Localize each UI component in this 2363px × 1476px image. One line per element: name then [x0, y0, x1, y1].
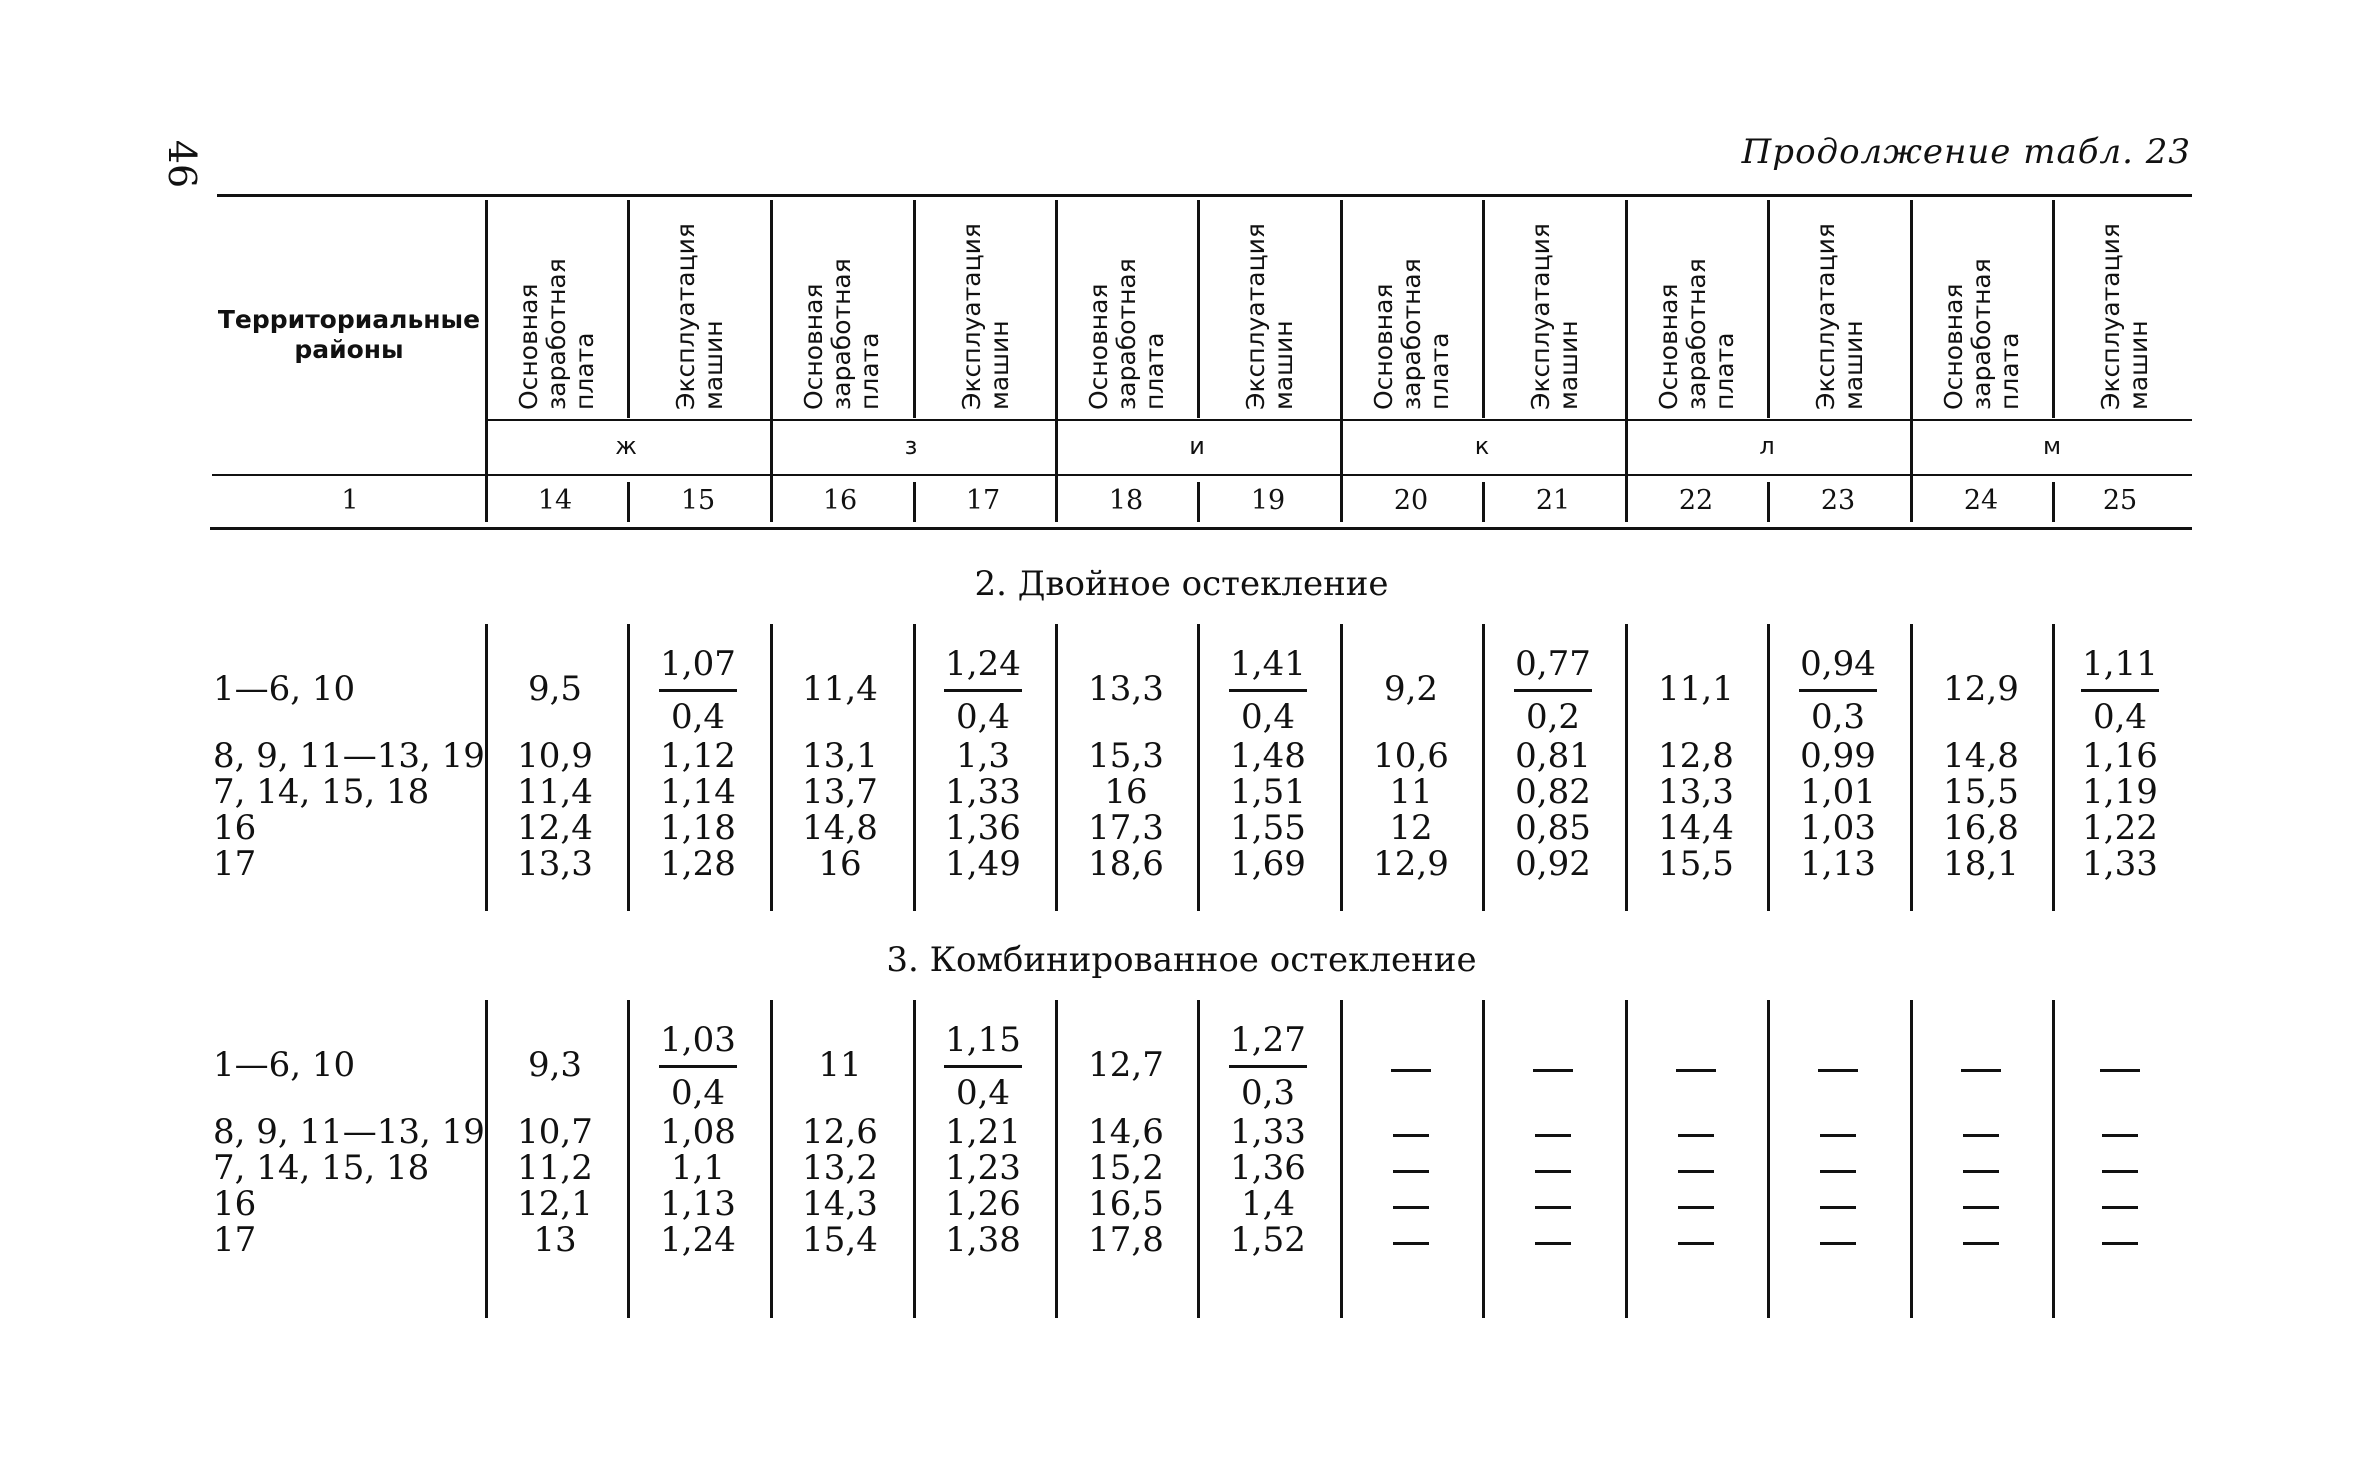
fraction-bar [1229, 1065, 1307, 1068]
header-column-separator [913, 200, 916, 418]
column-group-letter: и [1189, 432, 1205, 460]
data-cell: 10,7 [517, 1112, 593, 1152]
column-header-wages: Основная заработная плата [799, 258, 884, 410]
body-column-separator [485, 1000, 488, 1318]
data-cell: 1,69 [1230, 844, 1306, 884]
column-header-wages: Основная заработная плата [1084, 258, 1169, 410]
column-number-separator [627, 482, 630, 522]
data-cell: 1,24 [660, 1220, 736, 1260]
fraction-denominator: 0,4 [1240, 697, 1296, 737]
column-number: 1 [341, 485, 359, 516]
empty-cell-dash [1393, 1170, 1429, 1173]
data-cell: 13,3 [517, 844, 593, 884]
header-column-separator [627, 200, 630, 418]
data-cell: 15,4 [802, 1220, 878, 1260]
data-cell: 1,52 [1230, 1220, 1306, 1260]
body-column-separator [1055, 624, 1058, 911]
fraction-denominator: 0,4 [955, 1073, 1011, 1113]
fraction-cell [1510, 641, 1596, 740]
fraction-numerator: 1,15 [945, 1020, 1021, 1060]
data-cell: 1,38 [945, 1220, 1021, 1260]
data-cell: 11,4 [517, 772, 593, 812]
header-column-separator [1767, 200, 1770, 418]
fraction-bar [2081, 689, 2159, 692]
fraction-bar [1514, 689, 1592, 692]
header-top-rule [217, 194, 2192, 197]
fraction-bar [659, 1065, 737, 1068]
fraction-numerator: 0,77 [1515, 644, 1591, 684]
fraction-numerator: 1,11 [2082, 644, 2158, 684]
body-column-separator [1767, 624, 1770, 911]
data-cell: 13,3 [1088, 669, 1164, 709]
data-cell: 14,8 [802, 808, 878, 848]
empty-cell-dash [1678, 1134, 1714, 1137]
fraction-bar [1799, 689, 1877, 692]
header-bottom-rule [210, 527, 2192, 530]
data-cell: 1,26 [945, 1184, 1021, 1224]
body-column-separator [770, 624, 773, 911]
empty-cell-dash [1820, 1242, 1856, 1245]
data-cell: 1,13 [1800, 844, 1876, 884]
data-cell: 1,3 [955, 736, 1011, 776]
column-header-machines: Эксплуатация машин [1241, 223, 1298, 410]
data-cell: 16 [818, 844, 862, 884]
data-cell: 12,4 [517, 808, 593, 848]
data-cell: 12,8 [1658, 736, 1734, 776]
data-cell: 12,9 [1943, 669, 2019, 709]
column-group-letter: з [904, 432, 918, 460]
empty-cell-dash [1535, 1242, 1571, 1245]
body-column-separator [1767, 1000, 1770, 1318]
data-cell: 15,3 [1088, 736, 1164, 776]
column-number: 21 [1535, 485, 1571, 516]
fraction-denominator: 0,4 [670, 1073, 726, 1113]
empty-cell-dash [2102, 1134, 2138, 1137]
empty-cell-dash [2102, 1170, 2138, 1173]
fraction-numerator: 1,41 [1230, 644, 1306, 684]
row-label: 16 [213, 808, 257, 848]
data-cell: 1,14 [660, 772, 736, 812]
header-column-separator [770, 200, 773, 522]
table-continuation-caption: Продолжение табл. 23 [1741, 132, 2191, 172]
data-cell: 17,8 [1088, 1220, 1164, 1260]
fraction-numerator: 1,24 [945, 644, 1021, 684]
empty-cell-dash [1820, 1206, 1856, 1209]
data-cell: 1,33 [945, 772, 1021, 812]
section-title: 3. Комбинированное остекление [886, 940, 1477, 980]
data-cell: 13,7 [802, 772, 878, 812]
data-cell: 0,85 [1515, 808, 1591, 848]
fraction-cell [655, 641, 741, 740]
fraction-denominator: 0,3 [1810, 697, 1866, 737]
header-column-separator [1340, 200, 1343, 522]
header-column-separator [1910, 200, 1913, 522]
fraction-cell [1225, 1017, 1311, 1116]
data-cell: 15,2 [1088, 1148, 1164, 1188]
body-column-separator [1910, 1000, 1913, 1318]
data-cell: 1,49 [945, 844, 1021, 884]
body-column-separator [2052, 1000, 2055, 1318]
row-label: 17 [213, 1220, 257, 1260]
data-cell: 1,01 [1800, 772, 1876, 812]
data-cell: 1,55 [1230, 808, 1306, 848]
fraction-cell [2077, 641, 2163, 740]
data-cell: 11 [1389, 772, 1433, 812]
data-cell: 11,2 [517, 1148, 593, 1188]
fraction-numerator: 1,03 [660, 1020, 736, 1060]
column-number: 22 [1678, 485, 1714, 516]
data-cell: 11,1 [1658, 669, 1734, 709]
column-group-letter: ж [615, 432, 637, 460]
empty-cell-dash [1391, 1069, 1431, 1072]
header-column-separator [2052, 200, 2055, 418]
empty-cell-dash [1678, 1170, 1714, 1173]
empty-cell-dash [1678, 1242, 1714, 1245]
header-column-separator [1625, 200, 1628, 522]
body-column-separator [627, 624, 630, 911]
fraction-denominator: 0,4 [670, 697, 726, 737]
row-label: 16 [213, 1184, 257, 1224]
empty-cell-dash [1535, 1170, 1571, 1173]
row-label: 1—6, 10 [213, 669, 356, 709]
column-header-wages: Основная заработная плата [1654, 258, 1739, 410]
column-number: 25 [2102, 485, 2138, 516]
empty-cell-dash [1535, 1134, 1571, 1137]
column-number: 23 [1820, 485, 1856, 516]
data-cell: 12,6 [802, 1112, 878, 1152]
data-cell: 15,5 [1943, 772, 2019, 812]
row-label: 8, 9, 11—13, 19 [213, 736, 485, 776]
body-column-separator [485, 624, 488, 911]
data-cell: 13,3 [1658, 772, 1734, 812]
data-cell: 14,6 [1088, 1112, 1164, 1152]
body-column-separator [1625, 624, 1628, 911]
data-cell: 0,92 [1515, 844, 1591, 884]
row-label: 8, 9, 11—13, 19 [213, 1112, 485, 1152]
column-number: 17 [965, 485, 1001, 516]
column-number-separator [2052, 482, 2055, 522]
body-column-separator [1910, 624, 1913, 911]
data-cell: 0,99 [1800, 736, 1876, 776]
body-column-separator [913, 624, 916, 911]
data-cell: 13,2 [802, 1148, 878, 1188]
header-column-separator [1482, 200, 1485, 418]
empty-cell-dash [1963, 1206, 1999, 1209]
data-cell: 1,33 [2082, 844, 2158, 884]
column-header-wages: Основная заработная плата [514, 258, 599, 410]
data-cell: 11 [818, 1045, 862, 1085]
fraction-cell [940, 641, 1026, 740]
fraction-bar [1229, 689, 1307, 692]
empty-cell-dash [1963, 1170, 1999, 1173]
header-mid-rule [485, 419, 2192, 421]
body-column-separator [1340, 1000, 1343, 1318]
data-cell: 16 [1104, 772, 1148, 812]
data-cell: 12,9 [1373, 844, 1449, 884]
data-cell: 1,03 [1800, 808, 1876, 848]
data-cell: 16,5 [1088, 1184, 1164, 1224]
row-label: 7, 14, 15, 18 [213, 1148, 430, 1188]
data-cell: 1,51 [1230, 772, 1306, 812]
fraction-cell [655, 1017, 741, 1116]
fraction-denominator: 0,3 [1240, 1073, 1296, 1113]
data-cell: 1,36 [945, 808, 1021, 848]
data-cell: 1,19 [2082, 772, 2158, 812]
data-cell: 0,82 [1515, 772, 1591, 812]
data-cell: 0,81 [1515, 736, 1591, 776]
row-label: 1—6, 10 [213, 1045, 356, 1085]
column-group-letter: м [2042, 432, 2062, 460]
column-header-machines: Эксплуатация машин [671, 223, 728, 410]
body-column-separator [1197, 624, 1200, 911]
section-title: 2. Двойное остекление [974, 564, 1389, 604]
column-number: 20 [1393, 485, 1429, 516]
data-cell: 11,4 [802, 669, 878, 709]
empty-cell-dash [1820, 1134, 1856, 1137]
data-cell: 1,33 [1230, 1112, 1306, 1152]
page-number: 46 [160, 139, 204, 189]
body-column-separator [1482, 624, 1485, 911]
data-cell: 1,16 [2082, 736, 2158, 776]
data-cell: 18,1 [1943, 844, 2019, 884]
empty-cell-dash [1963, 1134, 1999, 1137]
empty-cell-dash [1533, 1069, 1573, 1072]
column-number-separator [1197, 482, 1200, 522]
column-header-machines: Эксплуатация машин [1811, 223, 1868, 410]
data-cell: 12 [1389, 808, 1433, 848]
fraction-bar [944, 1065, 1022, 1068]
body-column-separator [1055, 1000, 1058, 1318]
empty-cell-dash [1961, 1069, 2001, 1072]
data-cell: 14,4 [1658, 808, 1734, 848]
data-cell: 17,3 [1088, 808, 1164, 848]
row-label: 17 [213, 844, 257, 884]
data-cell: 12,7 [1088, 1045, 1164, 1085]
fraction-cell [1225, 641, 1311, 740]
column-number: 24 [1963, 485, 1999, 516]
column-number-separator [913, 482, 916, 522]
fraction-denominator: 0,4 [955, 697, 1011, 737]
body-column-separator [1625, 1000, 1628, 1318]
fraction-cell [940, 1017, 1026, 1116]
data-cell: 1,21 [945, 1112, 1021, 1152]
data-cell: 13,1 [802, 736, 878, 776]
body-column-separator [913, 1000, 916, 1318]
data-cell: 13 [533, 1220, 577, 1260]
empty-cell-dash [2102, 1206, 2138, 1209]
empty-cell-dash [1393, 1242, 1429, 1245]
row-label: 7, 14, 15, 18 [213, 772, 430, 812]
data-cell: 10,6 [1373, 736, 1449, 776]
column-number: 14 [537, 485, 573, 516]
empty-cell-dash [1963, 1242, 1999, 1245]
empty-cell-dash [2100, 1069, 2140, 1072]
column-number: 16 [822, 485, 858, 516]
body-column-separator [1482, 1000, 1485, 1318]
column-header-wages: Основная заработная плата [1939, 258, 2024, 410]
column-number: 15 [680, 485, 716, 516]
column-header-machines: Эксплуатация машин [2096, 223, 2153, 410]
empty-cell-dash [1676, 1069, 1716, 1072]
data-cell: 18,6 [1088, 844, 1164, 884]
column-header-machines: Эксплуатация машин [1526, 223, 1583, 410]
data-cell: 12,1 [517, 1184, 593, 1224]
fraction-denominator: 0,4 [2092, 697, 2148, 737]
column-header-machines: Эксплуатация машин [957, 223, 1014, 410]
data-cell: 9,5 [527, 669, 583, 709]
column-group-letter: л [1759, 432, 1775, 460]
fraction-cell [1795, 641, 1881, 740]
data-cell: 1,1 [670, 1148, 726, 1188]
header-column-separator [485, 200, 488, 522]
empty-cell-dash [1820, 1170, 1856, 1173]
fraction-numerator: 1,27 [1230, 1020, 1306, 1060]
fraction-numerator: 1,07 [660, 644, 736, 684]
data-cell: 9,3 [527, 1045, 583, 1085]
body-column-separator [627, 1000, 630, 1318]
data-cell: 1,4 [1240, 1184, 1296, 1224]
column-number: 19 [1250, 485, 1286, 516]
fraction-bar [659, 689, 737, 692]
data-cell: 1,28 [660, 844, 736, 884]
empty-cell-dash [2102, 1242, 2138, 1245]
fraction-numerator: 0,94 [1800, 644, 1876, 684]
data-cell: 1,23 [945, 1148, 1021, 1188]
body-column-separator [2052, 624, 2055, 911]
column-group-letter: к [1474, 432, 1490, 460]
data-cell: 14,3 [802, 1184, 878, 1224]
empty-cell-dash [1393, 1206, 1429, 1209]
empty-cell-dash [1678, 1206, 1714, 1209]
empty-cell-dash [1535, 1206, 1571, 1209]
data-cell: 16,8 [1943, 808, 2019, 848]
data-cell: 1,36 [1230, 1148, 1306, 1188]
data-cell: 1,12 [660, 736, 736, 776]
header-letters-rule [212, 474, 2192, 476]
data-cell: 15,5 [1658, 844, 1734, 884]
empty-cell-dash [1818, 1069, 1858, 1072]
data-cell: 9,2 [1383, 669, 1439, 709]
empty-cell-dash [1393, 1134, 1429, 1137]
data-cell: 14,8 [1943, 736, 2019, 776]
column-number-separator [1767, 482, 1770, 522]
header-column-separator [1197, 200, 1200, 418]
body-column-separator [770, 1000, 773, 1318]
data-cell: 1,18 [660, 808, 736, 848]
body-column-separator [1197, 1000, 1200, 1318]
column-header-wages: Основная заработная плата [1369, 258, 1454, 410]
column-number: 18 [1108, 485, 1144, 516]
fraction-denominator: 0,2 [1525, 697, 1581, 737]
column-number-separator [1482, 482, 1485, 522]
data-cell: 1,08 [660, 1112, 736, 1152]
data-cell: 1,13 [660, 1184, 736, 1224]
data-cell: 10,9 [517, 736, 593, 776]
territory-column-header: Территориальные районы [217, 305, 481, 364]
header-column-separator [1055, 200, 1058, 522]
fraction-bar [944, 689, 1022, 692]
data-cell: 1,22 [2082, 808, 2158, 848]
data-cell: 1,48 [1230, 736, 1306, 776]
body-column-separator [1340, 624, 1343, 911]
